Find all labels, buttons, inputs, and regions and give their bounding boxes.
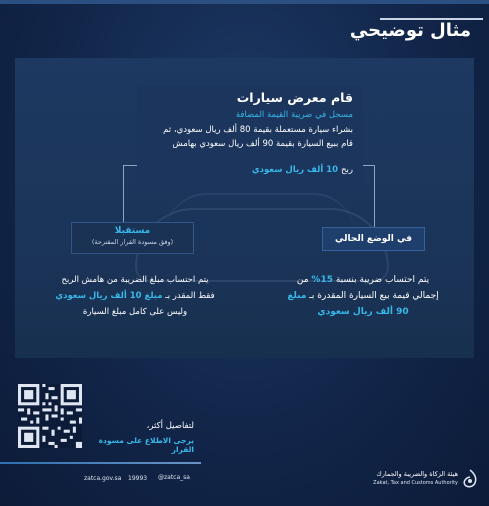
scenario-registered: مسجل في ضريبة القيمة المضافة: [235, 110, 353, 120]
scenario-line-1: بشراء سيارة مستعملة بقيمة 80 ألف ريال سعودي، ثم: [163, 125, 353, 135]
example-panel: [15, 58, 474, 358]
current-status-label: في الوضع الحالي: [322, 227, 425, 251]
future-label-sub: (وفق مسودة القرار المقترحة): [91, 238, 174, 246]
future-line-2: [35, 288, 235, 304]
scenario-profit-prefix: ربح: [341, 165, 353, 175]
future-status-label: [71, 222, 194, 254]
zatca-logo-icon: [459, 468, 481, 490]
current-rate: 15%: [311, 275, 333, 285]
future-l2-a: فقط المقدر بـ: [165, 291, 215, 301]
scenario-line-2: قام ببيع السيارة بقيمة 90 ألف ريال سعودي بهامش: [172, 139, 353, 149]
more-details-text: لتفاصيل أكثر،: [146, 421, 194, 431]
future-l2-hl: مبلغ 10 ألف ريال سعودي: [55, 291, 163, 301]
current-line-1: [273, 272, 453, 288]
website-link[interactable]: zatca.gov.sa: [84, 475, 122, 482]
social-handle[interactable]: @zatca_sa: [158, 474, 190, 481]
current-line-3: 90 ألف ريال سعودي: [317, 307, 409, 317]
current-l1-b: من: [296, 275, 309, 285]
footer-separator: [0, 462, 201, 464]
current-description: [273, 272, 453, 320]
current-line-2: [273, 288, 453, 304]
page-title: مثال توضيحي: [349, 20, 471, 41]
top-edge: [0, 0, 489, 4]
future-line-1: يتم احتساب مبلغ الضريبة من هامش الربح: [61, 275, 209, 285]
connector-right-down: [374, 165, 375, 227]
org-name-english: Zakat, Tax and Customs Authority: [373, 480, 458, 486]
scenario-profit-value: 10 ألف ريال سعودي: [251, 165, 339, 175]
scenario-body: [141, 123, 353, 151]
connector-left-top: [123, 165, 137, 166]
current-l2-hl: مبلغ: [287, 291, 307, 301]
qr-code-icon[interactable]: [18, 384, 82, 448]
scenario-line-3: [137, 165, 353, 175]
future-description: [35, 272, 235, 320]
future-line-3: وليس على كامل مبلغ السيارة: [82, 307, 188, 317]
future-label-title: مستقبلا: [114, 226, 151, 236]
scenario-box: [137, 86, 363, 191]
org-name-arabic: هيئة الزكاة والضريبة والجمارك: [376, 470, 458, 478]
phone-number: 19993: [128, 475, 148, 482]
current-l1-a: يتم احتساب ضريبة بنسبة: [335, 275, 430, 285]
scenario-heading: قام معرض سيارات: [236, 90, 353, 105]
current-l2-a: إجمالي قيمة بيع السيارة المقدرة بـ: [309, 291, 439, 301]
connector-left-down: [123, 165, 124, 222]
draft-decision-link[interactable]: يرجى الاطلاع على مسودة القرار: [98, 436, 194, 454]
